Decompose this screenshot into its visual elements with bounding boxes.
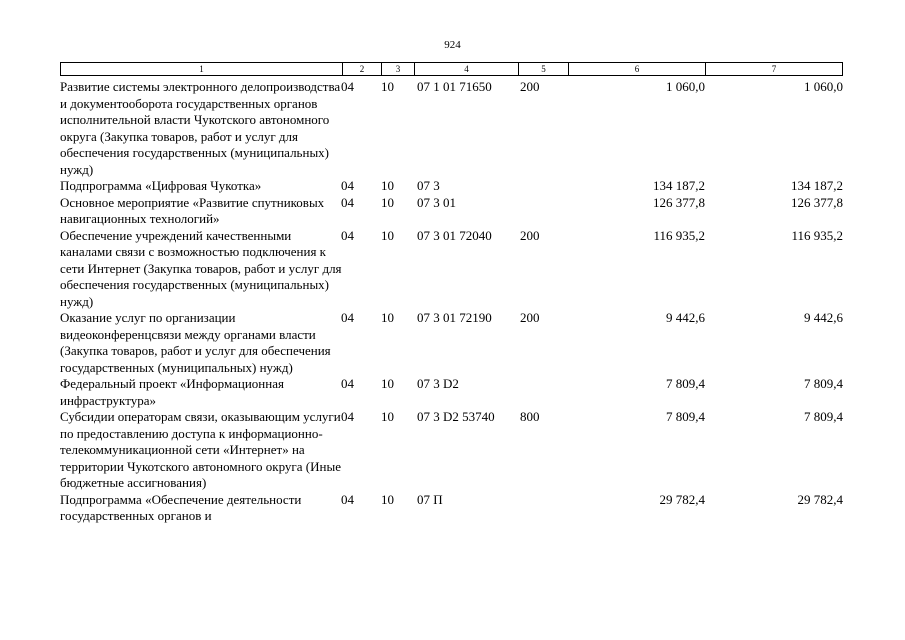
row-name: Основное мероприятие «Развитие спутниковых навигационных технологий»	[60, 194, 325, 226]
header-col-1: 1	[61, 63, 343, 75]
row-subsection: 10	[381, 491, 394, 507]
table-row	[60, 178, 843, 195]
row-subsection: 10	[381, 178, 394, 193]
table-row	[60, 409, 843, 492]
row-expense-type: 200	[520, 79, 540, 94]
row-amount-2: 116 935,2	[791, 227, 843, 243]
row-target-code: 07 П	[417, 491, 443, 507]
header-col-2: 2	[343, 63, 382, 75]
table-body	[60, 79, 843, 525]
row-expense-type: 800	[520, 409, 540, 424]
row-name: Субсидии операторам связи, оказывающим услуги по предоставлению доступа к информационно-телекоммуникационной сети «Интернет» на территории Чукотского автономного округа (Иные бюджетные ассигнования)	[60, 409, 341, 490]
row-target-code: 07 3	[417, 178, 440, 193]
row-amount-2: 126 377,8	[791, 194, 843, 210]
table-row	[60, 376, 843, 409]
table-row	[60, 228, 843, 311]
row-section: 04	[341, 376, 354, 391]
row-subsection: 10	[381, 227, 394, 243]
row-name: Подпрограмма «Обеспечение деятельности государственных органов и	[60, 491, 302, 523]
row-section: 04	[341, 194, 354, 210]
row-amount-2: 29 782,4	[797, 491, 843, 507]
row-name: Федеральный проект «Информационная инфраструктура»	[60, 376, 284, 408]
row-target-code: 07 3 01	[417, 194, 456, 210]
row-amount-1: 9 442,6	[666, 310, 705, 325]
row-subsection: 10	[381, 376, 394, 391]
row-amount-2: 7 809,4	[804, 376, 843, 391]
row-subsection: 10	[381, 409, 394, 424]
row-section: 04	[341, 227, 354, 243]
row-subsection: 10	[381, 194, 394, 210]
row-subsection: 10	[381, 79, 394, 94]
row-expense-type: 200	[520, 227, 540, 243]
row-amount-1: 126 377,8	[653, 194, 705, 210]
header-col-3: 3	[382, 63, 415, 75]
header-col-5: 5	[519, 63, 569, 75]
row-target-code: 07 3 01 72190	[417, 310, 492, 325]
row-amount-1: 7 809,4	[666, 409, 705, 424]
table-row	[60, 195, 843, 228]
row-amount-1: 1 060,0	[666, 79, 705, 94]
header-col-4: 4	[415, 63, 519, 75]
row-expense-type: 200	[520, 310, 540, 325]
row-section: 04	[341, 409, 354, 424]
row-amount-1: 134 187,2	[653, 178, 705, 193]
row-name: Подпрограмма «Цифровая Чукотка»	[60, 178, 262, 193]
table-header	[60, 62, 843, 76]
row-name: Обеспечение учреждений качественными каналами связи с возможностью подключения к сети Интернет (Закупка товаров, работ и услуг для обеспечения государственных (муниципальных) нужд)	[60, 227, 342, 309]
row-target-code: 07 3 D2	[417, 376, 459, 391]
row-section: 04	[341, 79, 354, 94]
row-amount-1: 116 935,2	[653, 227, 705, 243]
table-row	[60, 310, 843, 376]
row-target-code: 07 1 01 71650	[417, 79, 492, 94]
row-name: Оказание услуг по организации видеоконференцсвязи между органами власти (Закупка товаров, работ и услуг для обеспечения государственных (муниципальных) нужд)	[60, 310, 331, 375]
row-target-code: 07 3 01 72040	[417, 227, 492, 243]
row-section: 04	[341, 310, 354, 325]
page-number: 924	[444, 39, 461, 51]
table-row	[60, 492, 843, 525]
row-amount-2: 9 442,6	[804, 310, 843, 325]
row-subsection: 10	[381, 310, 394, 325]
row-amount-1: 29 782,4	[659, 491, 705, 507]
row-amount-2: 134 187,2	[791, 178, 843, 193]
row-name: Развитие системы электронного делопроизводства и документооборота государственных органов исполнительной власти Чукотского автономного округа (Закупка товаров, работ и услуг для обеспечения государственных (муниципальных) нужд)	[60, 79, 341, 177]
header-col-7: 7	[771, 64, 777, 74]
row-amount-1: 7 809,4	[666, 376, 705, 391]
row-section: 04	[341, 491, 354, 507]
row-amount-2: 1 060,0	[804, 79, 843, 94]
row-amount-2: 7 809,4	[804, 409, 843, 424]
row-target-code: 07 3 D2 53740	[417, 409, 495, 424]
header-col-6: 6	[569, 63, 706, 75]
table-row	[60, 79, 843, 178]
row-section: 04	[341, 178, 354, 193]
